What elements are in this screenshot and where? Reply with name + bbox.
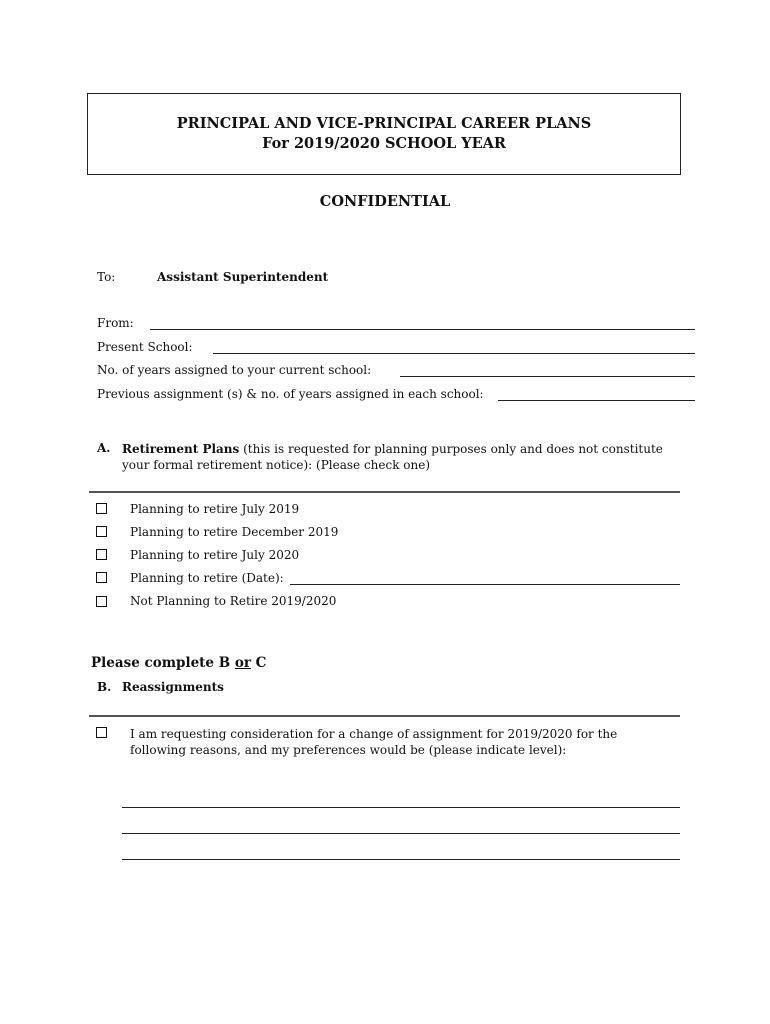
retire-option-label: Not Planning to Retire 2019/2020 — [130, 594, 337, 608]
years-current-label: No. of years assigned to your current school: — [97, 363, 372, 377]
retire-option-label: Planning to retire July 2020 — [130, 548, 300, 562]
years-current-field[interactable] — [400, 376, 695, 377]
retire-dec-2019-checkbox[interactable] — [96, 526, 107, 537]
section-b-rule — [89, 715, 680, 717]
retire-date-field[interactable] — [290, 584, 680, 585]
present-school-label: Present School: — [97, 340, 193, 354]
section-a-desc-1: (this is requested for planning purposes only and does not constitute — [243, 442, 663, 456]
please-complete-or: or — [234, 655, 251, 671]
title-box — [87, 93, 681, 175]
previous-assignment-field[interactable] — [498, 400, 695, 401]
retire-date-checkbox[interactable] — [96, 572, 107, 583]
section-a-text — [122, 441, 682, 473]
reassignment-line-2: following reasons, and my preferences would be (please indicate level): — [130, 743, 567, 757]
confidential-heading: CONFIDENTIAL — [319, 193, 451, 210]
retire-option-label: Planning to retire (Date): — [130, 571, 284, 585]
reasons-line-2[interactable] — [122, 833, 680, 834]
section-a-letter: A. — [97, 441, 111, 455]
retire-option-label: Planning to retire July 2019 — [130, 502, 300, 516]
form-subtitle: For 2019/2020 SCHOOL YEAR — [262, 135, 506, 152]
reasons-line-3[interactable] — [122, 859, 680, 860]
retire-july-2019-checkbox[interactable] — [96, 503, 107, 514]
section-a-desc-2: your formal retirement notice): (Please check one) — [122, 458, 431, 472]
section-a-heading: Retirement Plans — [122, 442, 240, 456]
please-complete-prefix: Please complete B — [91, 655, 235, 671]
reasons-line-1[interactable] — [122, 807, 680, 808]
please-complete-heading — [91, 655, 266, 671]
to-value: Assistant Superintendent — [157, 270, 329, 284]
reassignment-line-1: I am requesting consideration for a change of assignment for 2019/2020 for the — [130, 727, 618, 741]
section-b-heading: Reassignments — [122, 680, 224, 694]
section-b-letter: B. — [97, 680, 112, 694]
retire-option-label: Planning to retire December 2019 — [130, 525, 339, 539]
from-label: From: — [97, 316, 134, 330]
please-complete-suffix: C — [250, 655, 267, 671]
reassignment-text — [130, 726, 690, 758]
present-school-field[interactable] — [213, 353, 695, 354]
reassignment-checkbox[interactable] — [96, 727, 107, 738]
to-label: To: — [97, 270, 116, 284]
section-a-rule — [89, 491, 680, 493]
previous-assignment-label: Previous assignment (s) & no. of years assigned in each school: — [97, 387, 484, 401]
retire-july-2020-checkbox[interactable] — [96, 549, 107, 560]
form-title: PRINCIPAL AND VICE-PRINCIPAL CAREER PLANS — [176, 115, 592, 132]
not-retiring-checkbox[interactable] — [96, 596, 107, 607]
from-field[interactable] — [150, 329, 695, 330]
